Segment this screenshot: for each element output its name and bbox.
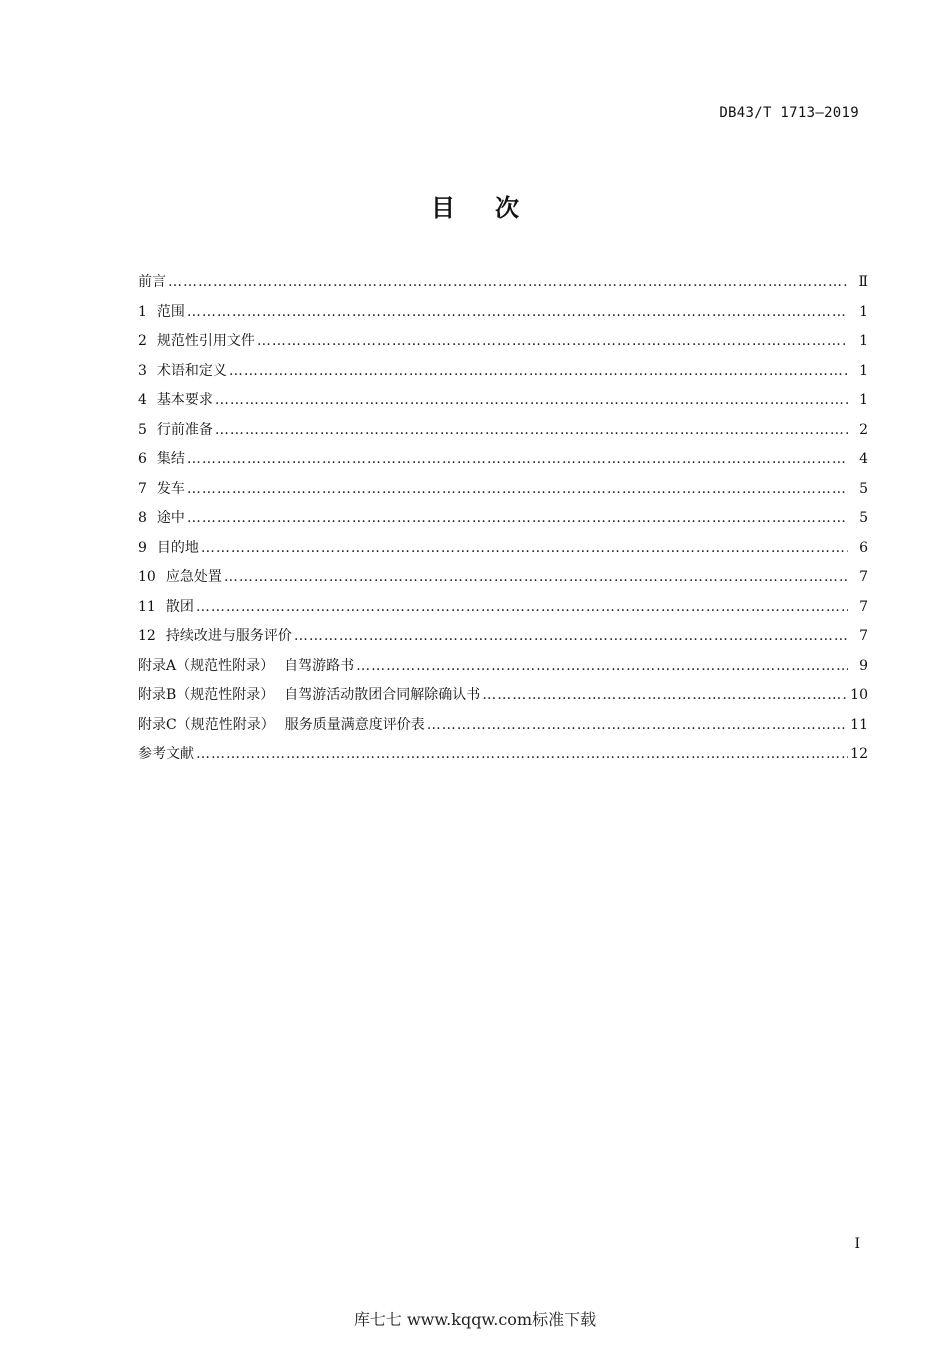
toc-leader-dots	[196, 740, 848, 770]
toc-leader-dots	[215, 386, 848, 416]
toc-leader-dots	[196, 593, 848, 623]
toc-entry-label: 5 行前准备	[138, 416, 213, 446]
toc-leader-dots	[294, 622, 848, 652]
page-title-right: 次	[495, 194, 519, 222]
toc-leader-dots	[187, 504, 848, 534]
toc-entry-label: 附录C（规范性附录） 服务质量满意度评价表	[138, 711, 425, 741]
toc-entry-page: 1	[859, 392, 868, 408]
toc-entry-4[interactable]	[138, 386, 868, 416]
toc-entry-label: 10 应急处置	[138, 563, 222, 593]
toc-leader-dots	[187, 298, 848, 328]
toc-entry-10[interactable]	[138, 563, 868, 593]
toc-entry-label: 9 目的地	[138, 534, 199, 564]
toc-entry-page: 5	[859, 480, 868, 497]
toc-entry-references[interactable]	[138, 740, 868, 770]
toc-leader-dots	[224, 563, 848, 593]
toc-entry-number: 9	[138, 539, 147, 556]
toc-entry-number: 10	[138, 569, 156, 585]
toc-entry-appendix-b[interactable]	[138, 681, 868, 711]
footer-watermark-text: 库七七 www.kqqw.com标准下载	[353, 1310, 597, 1329]
toc-entry-foreword[interactable]	[138, 268, 868, 298]
toc-entry-label: 11 散团	[138, 593, 194, 623]
toc-leader-dots	[168, 268, 848, 298]
toc-entry-page: 12	[850, 746, 868, 762]
toc-entry-number: 2	[138, 333, 147, 349]
toc-entry-appendix-a[interactable]	[138, 652, 868, 682]
toc-entry-6[interactable]	[138, 445, 868, 475]
toc-entry-number: 8	[138, 510, 147, 526]
toc-entry-page: 7	[859, 598, 868, 615]
toc-entry-1[interactable]	[138, 298, 868, 328]
toc-leader-dots	[427, 711, 848, 741]
toc-entry-label: 参考文献	[138, 746, 194, 762]
toc-entry-page: 1	[859, 333, 868, 349]
toc-entry-label: 1 范围	[138, 298, 185, 328]
toc-entry-11[interactable]	[138, 593, 868, 623]
toc-entry-number: 1	[138, 303, 147, 320]
toc-entry-page: 6	[859, 539, 868, 556]
toc-entry-page: 11	[850, 716, 868, 733]
page-number: I	[854, 1236, 860, 1252]
toc-entry-5[interactable]	[138, 416, 868, 446]
toc-entry-3[interactable]	[138, 357, 868, 387]
toc-entry-page: 10	[850, 687, 868, 703]
toc-entry-12[interactable]	[138, 622, 868, 652]
toc-entry-label: 附录B（规范性附录） 自驾游活动散团合同解除确认书	[138, 681, 480, 711]
toc-entry-label: 12 持续改进与服务评价	[138, 622, 292, 652]
toc-entry-label: 前言	[138, 274, 166, 290]
toc-entry-page: 7	[859, 628, 868, 644]
toc-entry-page: Ⅱ	[858, 274, 868, 290]
toc-entry-page: 9	[859, 657, 868, 674]
toc-entry-8[interactable]	[138, 504, 868, 534]
toc-entry-page: 4	[859, 451, 868, 467]
toc-entry-2[interactable]	[138, 327, 868, 357]
toc-leader-dots	[215, 416, 848, 446]
toc-entry-label: 6 集结	[138, 445, 185, 475]
toc-leader-dots	[229, 357, 848, 387]
table-of-contents	[138, 268, 868, 770]
toc-entry-label: 7 发车	[138, 475, 185, 505]
toc-entry-number: 6	[138, 451, 147, 467]
toc-leader-dots	[201, 534, 848, 564]
toc-leader-dots	[257, 327, 848, 357]
toc-entry-7[interactable]	[138, 475, 868, 505]
toc-entry-number: 5	[138, 421, 147, 438]
toc-entry-number: 4	[138, 392, 147, 408]
toc-entry-label: 2 规范性引用文件	[138, 327, 255, 357]
toc-leader-dots	[187, 445, 848, 475]
toc-entry-page: 1	[859, 362, 868, 379]
toc-entry-number: 附录A（规范性附录）	[138, 657, 275, 674]
toc-entry-label: 附录A（规范性附录） 自驾游路书	[138, 652, 354, 682]
toc-entry-number: 12	[138, 628, 156, 644]
document-code: DB43/T 1713—2019	[719, 105, 859, 121]
page-title-left: 目	[431, 194, 455, 222]
toc-entry-number: 7	[138, 480, 147, 497]
toc-leader-dots	[356, 652, 848, 682]
toc-entry-page: 5	[859, 510, 868, 526]
toc-entry-label: 3 术语和定义	[138, 357, 227, 387]
toc-entry-page: 1	[859, 303, 868, 320]
toc-entry-page: 7	[859, 569, 868, 585]
toc-leader-dots	[482, 681, 848, 711]
toc-entry-9[interactable]	[138, 534, 868, 564]
toc-entry-number: 11	[138, 598, 156, 615]
toc-entry-number: 附录B（规范性附录）	[138, 687, 275, 703]
toc-entry-number: 附录C（规范性附录）	[138, 716, 275, 733]
toc-entry-page: 2	[859, 421, 868, 438]
page-title	[0, 188, 950, 223]
toc-entry-label: 8 途中	[138, 504, 185, 534]
toc-leader-dots	[187, 475, 848, 505]
toc-entry-number: 3	[138, 362, 147, 379]
toc-entry-appendix-c[interactable]	[138, 711, 868, 741]
toc-entry-label: 4 基本要求	[138, 386, 213, 416]
